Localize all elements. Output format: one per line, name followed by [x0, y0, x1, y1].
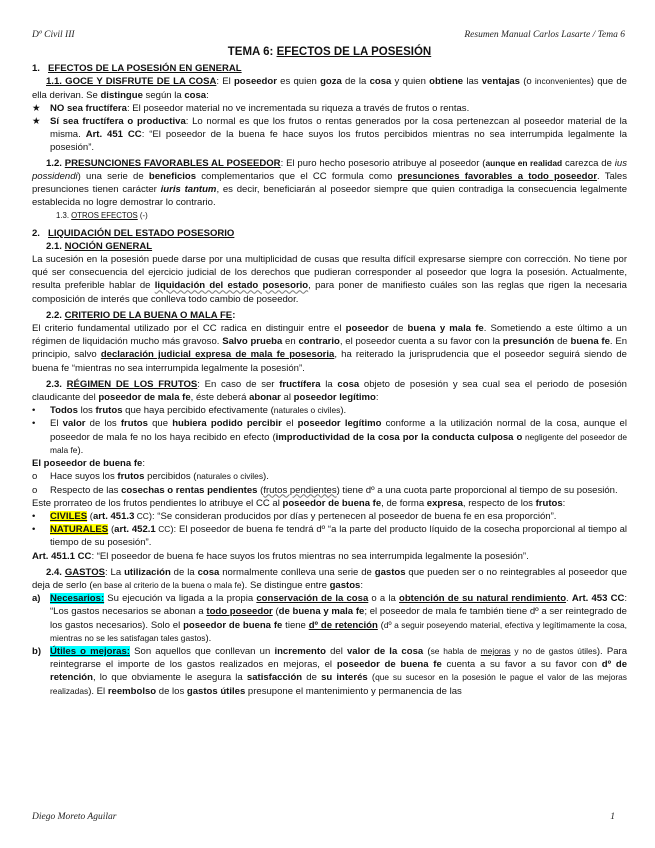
star-bullet-icon: ★ — [32, 102, 41, 114]
section-1-1-list — [32, 102, 627, 155]
bullet-icon: • — [32, 524, 36, 536]
list-letter: b) — [32, 645, 42, 657]
section-1-3-heading: 1.3. OTROS EFECTOS (-) — [56, 211, 148, 221]
list-item: ★ Sí sea fructífera o productiva: Lo normal es que los frutos o rentas generados por la cosa pertenezcan al poseedor material de la misma. Art. 451 CC: “El poseedor de la buena fe hace suyos los frutos percibidos mientras no sea interrumpida legalmente la posesión”. — [32, 116, 628, 154]
page-number: 1 — [610, 812, 615, 822]
header-right: Resumen Manual Carlos Lasarte / Tema 6 — [464, 30, 625, 40]
bullet-icon: • — [32, 510, 36, 522]
bullet-icon: • — [32, 418, 36, 430]
list-item: • NATURALES (art. 452.1 CC): El poseedor de buena fe tendrá dº “a la parte del producto líquido de la cosecha proporcional al tiempo al tiempo de su posesión”. — [32, 524, 627, 549]
bullet-icon: • — [32, 405, 36, 417]
list-item: • CIVILES (art. 451.3 CC): “Se consideran producidos por días y pertenecen al poseedor de buena fe en esa proporción”. — [32, 510, 557, 522]
list-item: • Todos los frutos que haya percibido efectivamente (naturales o civiles). — [32, 405, 347, 417]
section-1-2-paragraph: 1.2. PRESUNCIONES FAVORABLES AL POSEEDOR: El puro hecho posesorio atribuye al poseedor (aunque en realidad carezca de ius possidendi) una serie de beneficios complementarios que el CC formula como presunciones favorables a todo poseedor. Tales presunciones tienen carácter iuris tantum, es decir, beneficiarán al poseedor siempre que quien contradiga la consecuencia legalmente establecida no logre demostrar lo contrario. — [32, 157, 628, 209]
highlighted-term: Útiles o mejoras: — [50, 645, 130, 657]
section-1-1-paragraph: 1.1. GOCE Y DISFRUTE DE LA COSA: El poseedor es quien goza de la cosa y quien obtiene las ventajas (o inconvenientes) que de ella derivan. Se distingue según la cosa: — [32, 76, 627, 101]
section-2-3-paragraph: 2.3. RÉGIMEN DE LOS FRUTOS: En caso de ser fructífera la cosa objeto de posesión y sea cual sea el periodo de posesión claudicante del poseedor de mala fe, éste deberá abonar al poseedor legítimo: — [32, 378, 627, 404]
art-451-paragraph: Art. 451.1 CC: “El poseedor de buena fe hace suyos los frutos mientras no sea interrumpida legalmente la posesión”. — [32, 550, 529, 562]
section-2-3-mala-fe-list — [32, 404, 627, 457]
section-2-1-heading: 2.1. NOCIÓN GENERAL — [46, 240, 153, 252]
section-2-1-paragraph: La sucesión en la posesión puede darse por una multiplicidad de cusas que resulta difícil expresarse siempre con corrección. No tiene por qué ser consecuencia del ejercicio judicial de los derechos que pudieran corresponder al poseedor que logra la posesión. Actualmente, resulta preferible hablar de liquidación del estado posesorio, para poner de manifiesto cuáles son las reglas que rigen la necesaria composición de interés que conlleva todo cambio de poseedor. — [32, 254, 627, 305]
circle-bullet-icon: o — [32, 471, 38, 483]
star-bullet-icon: ★ — [32, 116, 41, 128]
section-2-4-paragraph: 2.4. GASTOS: La utilización de la cosa normalmente conlleva una serie de gastos que pueden ser o no reintegrables al poseedor que deja de serlo (en base al criterio de la buena o mala fe). Se distingue entre gastos: — [32, 566, 628, 591]
list-item: • El valor de los frutos que hubiera podido percibir el poseedor legítimo conforme a la utilización normal de la cosa, aunque el poseedor de mala fe no los haya recibido en efecto (improductividad de la cosa por la conducta culposa o negligente del poseedor de mala fe). — [32, 418, 627, 456]
gastos-list — [32, 592, 627, 698]
highlighted-term: NATURALES — [50, 524, 109, 536]
highlighted-term: CIVILES — [50, 510, 88, 522]
page-title: TEMA 6: EFECTOS DE LA POSESIÓN — [227, 46, 432, 58]
prorrateo-paragraph: Este prorrateo de los frutos pendientes lo atribuye el CC al poseedor de buena fe, de forma expresa, respecto de los frutos: — [32, 497, 566, 509]
circle-bullet-icon: o — [32, 484, 38, 496]
section-1-heading: 1. EFECTOS DE LA POSESIÓN EN GENERAL — [32, 63, 242, 75]
list-item: a) Necesarios: Su ejecución va ligada a la propia conservación de la cosa o a la obtención de su natural rendimiento. Art. 453 CC: “Los gastos necesarios se abonan a todo poseedor (de buena y mala fe; el poseedor de mala fe también tiene dº a ser reintegrado de los gastos necesarios). Solo el poseedor de buena fe tiene dº de retención (dº a seguir poseyendo material, efectiva y legítimamente la cosa, mientras no se les satisfagan tales gastos). — [32, 593, 628, 644]
frutos-type-list — [32, 510, 627, 550]
list-letter: a) — [32, 593, 41, 605]
list-item: o Respecto de las cosechas o rentas pendientes (frutos pendientes) tiene dº a una cuota parte proporcional al tiempo de su posesión. — [32, 484, 618, 496]
list-item: b) Útiles o mejoras: Son aquellos que conllevan un incremento del valor de la cosa (se habla de mejoras y no de gastos útiles). Para reintegrarse el importe de los gastos realizados en mejoras, el poseedor de buena fe cuenta a su favor a su favor con dº de retención, lo que obviamente le asegura la satisfacción de su interés (que su sucesor en la posesión le pague el valor de las mejoras realizadas). El reembolso de los gastos útiles presupone el mantenimiento y permanencia de las — [32, 645, 628, 697]
list-item: ★ NO sea fructífera: El poseedor material no ve incrementada su riqueza a través de frutos o rentas. — [32, 102, 470, 114]
highlighted-term: Necesarios: — [50, 593, 105, 605]
section-2-3-buena-fe-list — [32, 470, 627, 496]
document-body — [32, 46, 627, 698]
section-2-2-paragraph: El criterio fundamental utilizado por el CC radica en distinguir entre el poseedor de buena y mala fe. Sometiendo a este último a un régimen de liquidación mucho más gravoso. Salvo prueba en contrario, el poseedor cuenta a su favor con la presunción de buena fe. En principio, salvo declaración judicial expresa de mala fe posesoria, ha reiterado la jurisprudencia que el poseedor seguirá siendo de buena fe “mientras no sea interrumpida legalmente la posesión”. — [32, 323, 628, 374]
footer-author: Diego Moreto Aguilar — [32, 812, 117, 822]
section-2-heading: 2. LIQUIDACIÓN DEL ESTADO POSESORIO — [32, 227, 235, 239]
header-left: Dº Civil III — [32, 30, 75, 40]
list-item: o Hace suyos los frutos percibidos (naturales o civiles). — [32, 471, 269, 483]
buena-fe-intro: El poseedor de buena fe: — [32, 458, 146, 470]
section-2-2-heading: 2.2. CRITERIO DE LA BUENA O MALA FE: — [46, 309, 236, 321]
